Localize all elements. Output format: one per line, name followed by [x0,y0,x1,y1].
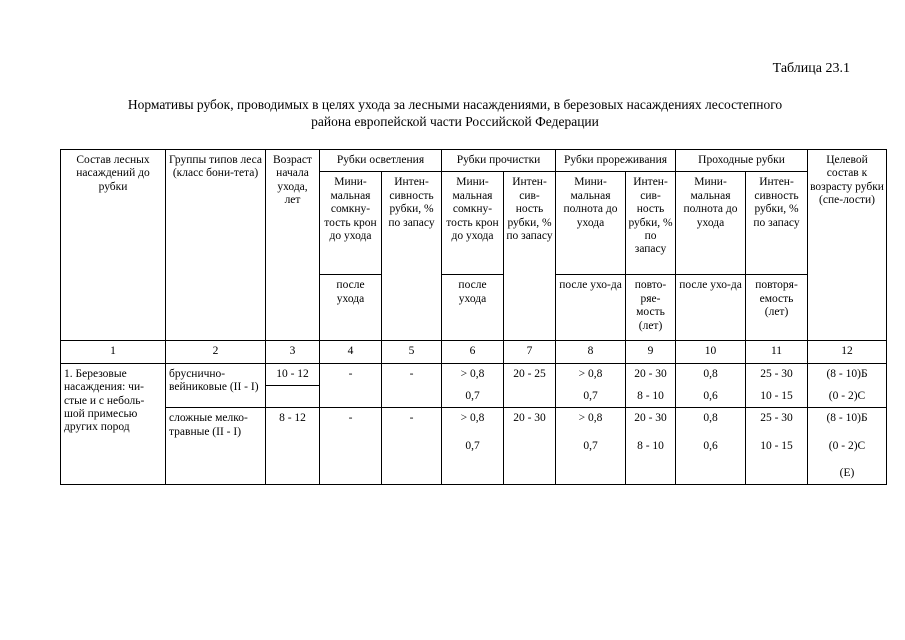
header-start-age: Возраст начала ухода, лет [266,150,320,341]
col-number: 5 [382,341,442,363]
value-cell: 0,7 [442,386,504,408]
value-a: > 0,8 [460,412,485,425]
value-cell: (8 - 10)Б [808,363,887,385]
col-number: 1 [61,341,166,363]
value-a: 25 - 30 [760,412,793,425]
header-osv-after: после ухода [320,275,382,341]
value-cell [504,386,556,408]
forest-type-cell: бруснично-вейниковые (II - I) [166,363,266,407]
header-prokhodnye: Проходные рубки [676,150,808,172]
col-number: 3 [266,341,320,363]
header-prr-min: Мини-мальная полнота до ухода [556,172,626,275]
value-cell: 8 - 10 [626,386,676,408]
col-number: 12 [808,341,887,363]
value-b: 0,7 [465,439,480,452]
value-cell [382,386,442,408]
value-cell: (0 - 2)С [808,386,887,408]
value-cell [746,408,808,485]
value-cell: - [320,408,382,485]
value-b: 10 - 15 [760,439,793,452]
value-a: 20 - 30 [634,412,667,425]
forest-type-cell: сложные мелко-травные (II - I) [166,408,266,485]
start-age-cell [266,386,320,408]
value-a: > 0,8 [578,412,603,425]
col-number: 4 [320,341,382,363]
header-prorezhivanie: Рубки прореживания [556,150,676,172]
value-cell: > 0,8 [442,363,504,385]
value-cell: 10 - 15 [746,386,808,408]
start-age-cell: 8 - 12 [266,408,320,485]
header-prochistka: Рубки прочистки [442,150,556,172]
header-prh-min: Мини-мальная полнота до ухода [676,172,746,275]
header-composition: Состав лесных насаждений до рубки [61,150,166,341]
header-prr-int: Интен-сив-ность рубки, % по запасу [626,172,676,275]
value-cell: 0,8 [676,363,746,385]
col-number: 8 [556,341,626,363]
header-pro-min: Мини-мальная сомкну-тость крон до ухода [442,172,504,275]
value-cell: 20 - 25 [504,363,556,385]
header-pro-after: после ухода [442,275,504,341]
header-pro-int: Интен-сив-ность рубки, % по запасу [504,172,556,341]
value-cell: 25 - 30 [746,363,808,385]
header-prh-int: Интен-сивность рубки, % по запасу [746,172,808,275]
header-forest-type: Группы типов леса (класс бони-тета) [166,150,266,341]
value-cell [676,408,746,485]
value-cell [556,408,626,485]
start-age-cell: 10 - 12 [266,363,320,385]
value-a: 0,8 [703,412,718,425]
value-cell: 0,7 [556,386,626,408]
col-number: 11 [746,341,808,363]
value-cell: > 0,8 [556,363,626,385]
table-row [61,363,887,385]
value-b: 8 - 10 [637,439,664,452]
table-row [61,408,887,485]
value-b: 0,6 [703,439,718,452]
header-prh-after: после ухо-да [676,275,746,341]
header-row-1 [61,150,887,172]
value-cell [320,386,382,408]
value-a: (8 - 10)Б [826,412,868,425]
header-osv-min: Мини-мальная сомкну-тость крон до ухода [320,172,382,275]
value-cell: - [382,408,442,485]
value-cell [442,408,504,485]
value-c: (Е) [839,466,855,479]
header-osv-int: Интен-сивность рубки, % по запасу [382,172,442,341]
value-cell: 0,6 [676,386,746,408]
value-cell: - [320,363,382,385]
header-prh-rep: повторя-емость (лет) [746,275,808,341]
value-b: (0 - 2)С [828,439,866,452]
value-cell: 20 - 30 [626,363,676,385]
header-prr-after: после ухо-да [556,275,626,341]
column-number-row [61,341,887,363]
composition-cell: 1. Березовые насаждения: чи-стые и с неболь-шой примесью других пород [61,363,166,485]
col-number: 6 [442,341,504,363]
col-number: 7 [504,341,556,363]
title-line-1: Нормативы рубок, проводимых в целях ухода за лесными насаждениями, в березовых насаждениях лесостепного [127,97,783,112]
header-prr-rep: повто-ряе-мость (лет) [626,275,676,341]
value-b: 0,7 [583,439,598,452]
col-number: 10 [676,341,746,363]
col-number: 9 [626,341,676,363]
value-cell: 20 - 30 [504,408,556,485]
col-number: 2 [166,341,266,363]
title-line-2: района европейской части Российской Федерации [311,114,599,129]
header-target-composition: Целевой состав к возрасту рубки (спе-лости) [808,150,887,341]
value-cell [808,408,887,485]
value-cell: - [382,363,442,385]
norms-table [60,149,887,485]
header-osvetlenie: Рубки осветления [320,150,442,172]
table-title [60,96,850,130]
value-cell [626,408,676,485]
table-number: Таблица 23.1 [772,61,850,76]
